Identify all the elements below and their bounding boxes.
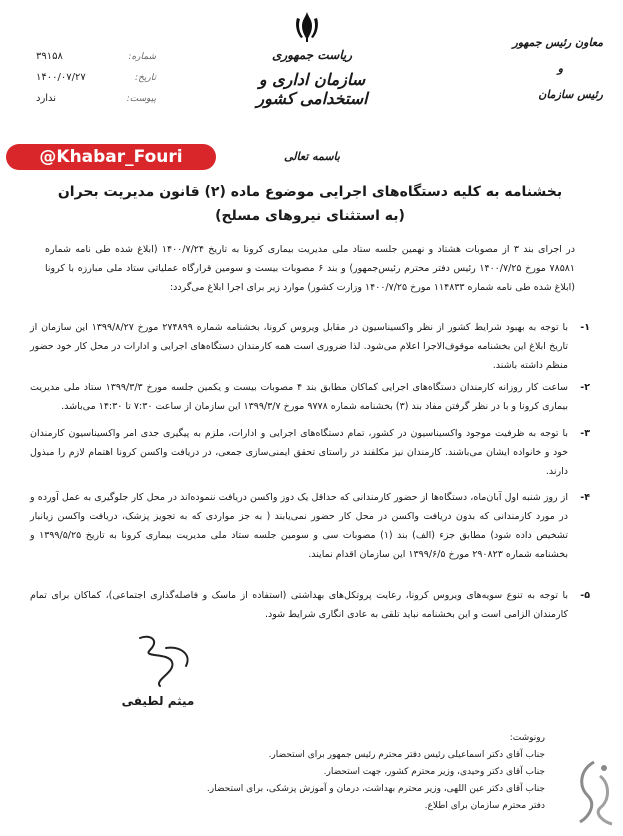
cc-list xyxy=(205,730,545,815)
item-text: از روز شنبه اول آبان‌ماه، دستگاه‌ها از حضور کارمندانی که حداقل یک دوز واکسن دریافت ننموده‌اند در محل کار جلوگیری به عمل آورده و در مورد کارمندانی که بدون دریافت واکسن در محل کار حضور نمی‌یابند ( به جز مواردی که به تجویز پزشک، دریافت واکسن زیانبار تشخیص داده شود) مطابق جزء (الف) بند (۱) مصوبات سی و سومین جلسه ستاد ملی مدیریت بیماری کرونا به تاریخ ۱۳۹۹/۵/۲۵ و بخشنامه شماره ۲۹۰۸۲۳ مورخ ۱۳۹۹/۶/۵ این سازمان اقدام نمایند. xyxy=(30,492,569,560)
meta-label: تاریخ: xyxy=(135,72,156,83)
organization-heading xyxy=(232,48,392,108)
watermark-logo-icon xyxy=(570,756,618,830)
item-text: با توجه به بهبود شرایط کشور از نظر واکسیناسیون در مقابل ویروس کرونا، بخشنامه شماره ۲۷۴۸۹۹ مورخ ۱۳۹۹/۸/۲۷ این سازمان از تاریخ ابلاغ این بخشنامه موقوف‌الاجرا اعلام می‌شود. لذا ضروری است همه کارمندان دستگاه‌های اجرایی و ادارات در محل کار خود حضور منظم داشته باشند. xyxy=(30,322,568,371)
heading-line: معاون رئیس جمهور xyxy=(512,36,603,49)
item-text: ساعت کار روزانه کارمندان دستگاه‌های اجرایی کماکان مطابق بند ۴ مصوبات بیست و یکمین جلسه مورخ ۱۳۹۹/۳/۳ ستاد ملی مدیریت بیماری کرونا و با در نظر گرفتن مفاد بند (۳) بخشنامه شماره ۹۷۷۸ مورخ ۱۳۹۹/۳/۷ این سازمان از ساعت ۷:۳۰ تا ۱۴:۳۰ می‌باشد. xyxy=(30,382,568,412)
circular-title xyxy=(50,180,570,228)
item-number: ۱- xyxy=(580,322,590,333)
item-text: با توجه به تنوع سویه‌های ویروس کرونا، رعایت پروتکل‌های بهداشتی (استفاده از ماسک و فاصله‌گذاری اجتماعی)، کماکان برای تمام کارمندان الزامی است و این بخشنامه نباید تلقی به عادی انگاری شرایط شود. xyxy=(30,590,568,620)
organization-name: سازمان اداری و استخدامی کشور xyxy=(256,70,368,108)
heading-line: و xyxy=(557,62,563,75)
item-number: ۳- xyxy=(580,428,590,439)
list-item xyxy=(30,318,590,375)
title-line: بخشنامه به کلیه دستگاه‌های اجرایی موضوع ماده (۲) قانون مدیریت بحران xyxy=(57,184,563,200)
cc-line: جناب آقای دکتر اسماعیلی رئیس دفتر محترم رئیس جمهور برای استحضار. xyxy=(268,750,545,760)
list-item xyxy=(30,424,590,481)
title-subline: (به استثنای نیروهای مسلح) xyxy=(215,208,405,224)
handwritten-signature xyxy=(120,630,210,690)
item-number: ۲- xyxy=(580,382,590,393)
meta-row-attachment xyxy=(36,88,156,109)
list-item xyxy=(30,488,590,564)
presidency-label: ریاست جمهوری xyxy=(271,48,353,62)
meta-label: پیوست: xyxy=(126,93,156,104)
list-item xyxy=(30,586,590,624)
intro-paragraph: در اجرای بند ۳ از مصوبات هشتاد و نهمین جلسه ستاد ملی مدیریت بیماری کرونا به تاریخ ۱۴۰۰/۷/۲۴ (ابلاغ شده طی نامه شماره ۷۸۵۸۱ مورخ ۱۴۰۰/۷/۲۵ رئیس دفتر محترم رئیس‌جمهور) و بند ۶ مصوبات بیست و سومین قرارگاه عملیاتی ستاد ملی مبارزه با کرونا (ابلاغ شده طی نامه شماره ۱۱۴۸۳۳ مورخ ۱۴۰۰/۷/۲۵ وزارت کشور) موارد زیر برای اجرا ابلاغ می‌گردد: xyxy=(45,244,575,293)
item-number: ۵- xyxy=(580,590,590,601)
basmala: باسمه تعالی xyxy=(284,150,340,163)
item-text: با توجه به ظرفیت موجود واکسیناسیون در کشور، تمام دستگاه‌های اجرایی و ادارات، ملزم به پیگیری جدی امر واکسیناسیون کارمندان خود و خانواده ایشان می‌باشند. کارمندان نیز مکلفند در راستای تحقق ایمنی‌سازی جمعی، در دریافت واکسن کرونا اهتمام لازم را مبذول دارند. xyxy=(30,428,568,477)
item-number: ۴- xyxy=(580,492,590,503)
meta-value: ندارد xyxy=(36,93,57,104)
meta-row-number xyxy=(36,46,156,67)
vice-president-heading xyxy=(493,30,603,108)
cc-line: دفتر محترم سازمان برای اطلاع. xyxy=(424,801,545,811)
cc-title: رونوشت: xyxy=(509,733,545,743)
meta-label: شماره: xyxy=(128,51,156,62)
heading-line: رئیس سازمان xyxy=(538,88,603,101)
signer-name: میثم لطیفی xyxy=(121,694,195,708)
cc-line: جناب آقای دکتر وحیدی، وزیر محترم کشور، جهت استحضار. xyxy=(323,767,545,777)
meta-value: ۳۹۱۵۸ xyxy=(36,51,63,62)
letter-meta xyxy=(36,46,156,109)
list-item xyxy=(30,378,590,416)
meta-value: ۱۴۰۰/۰۷/۲۷ xyxy=(36,72,86,83)
watermark-handle: @Khabar_Fouri xyxy=(6,144,216,170)
meta-row-date xyxy=(36,67,156,88)
cc-line: جناب آقای دکتر عین اللهی، وزیر محترم بهداشت، درمان و آموزش پزشکی، برای استحضار. xyxy=(206,784,545,794)
iran-emblem-icon xyxy=(292,10,322,44)
